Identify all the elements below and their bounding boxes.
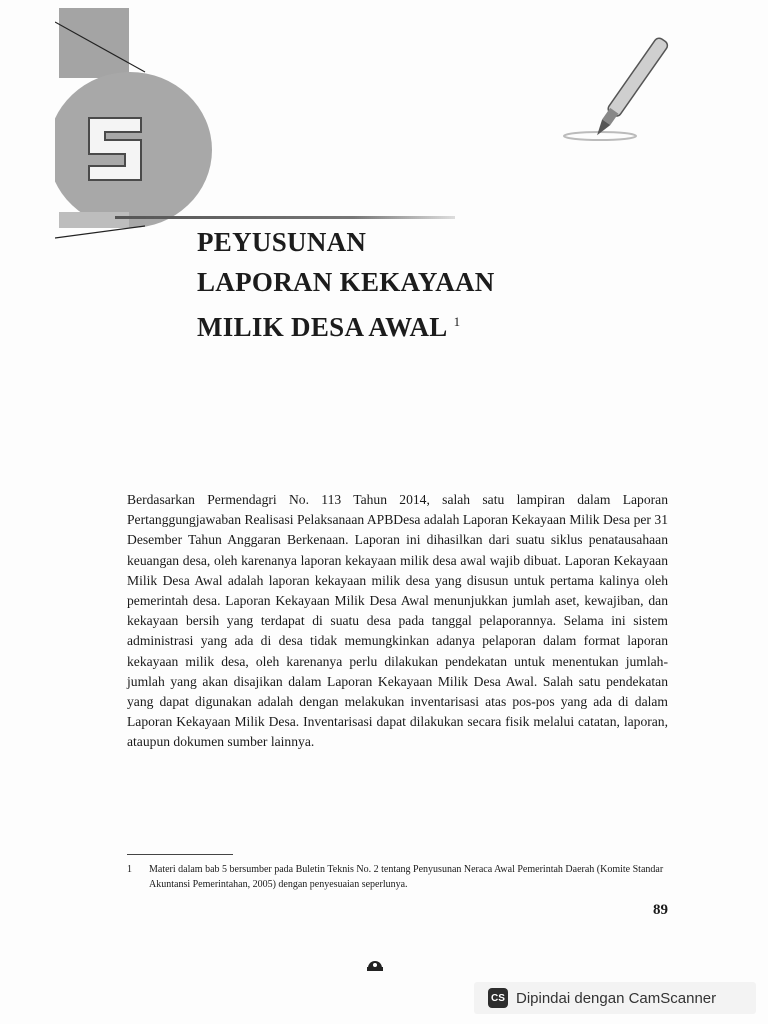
camscanner-badge xyxy=(474,982,756,1014)
body-paragraph: Berdasarkan Permendagri No. 113 Tahun 2014, salah satu lampiran dalam Laporan Pertanggungjawaban Realisasi Pelaksanaan APBDesa adalah Laporan Kekayaan Milik Desa per 31 Desember Tahun Anggaran Berkenaan. Laporan ini dihasilkan dari suatu siklus penatausahaan keuangan desa, oleh karenanya laporan kekayaan milik desa awal wajib dibuat. Laporan Kekayaan Milik Desa Awal adalah laporan kekayaan milik desa yang disusun untuk pertama kalinya oleh pemerintah desa. Laporan Kekayaan Milik Desa Awal menunjukkan jumlah aset, kewajiban, dan kekayaan bersih yang terdapat di suatu desa pada tanggal pelaporannya. Selama ini sistem administrasi yang ada di desa tidak memungkinkan adanya pelaporan dalam format laporan kekayaan milik desa, oleh karenanya perlu dilakukan pendekatan untuk menentukan jumlah-jumlah yang akan disajikan dalam Laporan Kekayaan Milik Desa Awal. Salah satu pendekatan yang dapat digunakan adalah dengan melakukan inventarisasi atas pos-pos yang ada di dalam Laporan Kekayaan Milik Desa. Inventarisasi dapat dilakukan secara fisik melalui catatan, laporan, ataupun dokumen sumber lainnya. xyxy=(127,492,668,750)
title-footnote-mark: 1 xyxy=(453,314,461,329)
footnote xyxy=(127,862,668,892)
chapter-title-line-3: MILIK DESA AWAL xyxy=(197,312,448,342)
chapter-number-badge xyxy=(55,0,475,240)
pen-icon xyxy=(560,30,700,150)
footnote-number: 1 xyxy=(127,864,132,875)
footnote-divider xyxy=(127,854,233,855)
page-number: 89 xyxy=(653,902,668,918)
chapter-title xyxy=(197,222,617,347)
chapter-title-line-2: LAPORAN KEKAYAAN xyxy=(197,267,495,297)
chapter-title-line-1: PEYUSUNAN xyxy=(197,227,367,257)
camscanner-label: Dipindai dengan CamScanner xyxy=(516,989,717,1007)
camscanner-logo-icon: CS xyxy=(488,988,508,1008)
center-mark-icon xyxy=(366,956,384,972)
footnote-text: Materi dalam bab 5 bersumber pada Buletin Teknis No. 2 tentang Penyusunan Neraca Awal Pemerintah Daerah (Komite Standar Akuntansi Pemerintahan, 2005) dengan penyesuaian seperlunya. xyxy=(149,864,664,890)
